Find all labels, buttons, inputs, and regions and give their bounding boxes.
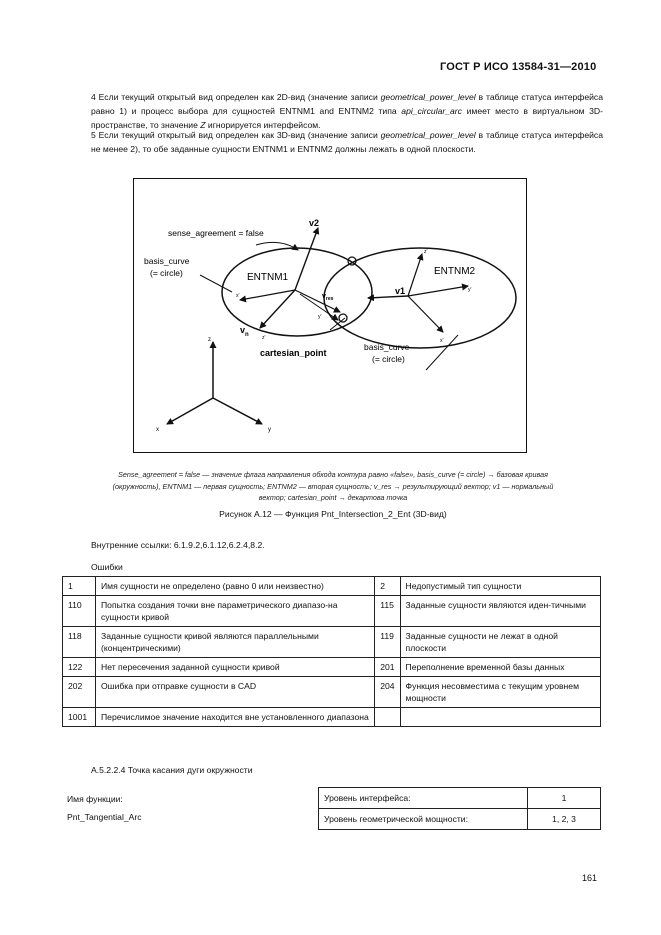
error-code: 118 <box>63 627 96 658</box>
entnm1-circle <box>222 248 372 336</box>
label-local-y-2: y' <box>468 287 472 293</box>
error-code: 202 <box>63 677 96 708</box>
leader-basis-left <box>200 275 232 292</box>
error-text: Имя сущности не определено (равно 0 или неизвестно) <box>96 577 375 596</box>
error-text: Заданные сущности не лежат в одной плоскости <box>400 627 600 658</box>
error-code: 204 <box>375 677 400 708</box>
function-name-label: Имя функции: <box>67 794 123 804</box>
level-value: 1, 2, 3 <box>528 809 601 830</box>
section-heading: А.5.2.2.4 Точка касания дуги окружности <box>91 765 253 775</box>
page-header-standard: ГОСТ Р ИСО 13584-31—2010 <box>440 61 597 73</box>
global-x-axis <box>167 398 213 424</box>
label-axis-x: x <box>156 427 159 433</box>
paragraph-5: 5 Если текущий открытый вид определен как 3D-вид (значение записи geometrical_power_level в таблице статуса интерфейса не менее 2), то обе заданные сущности ENTNM1 и ENTNM2 должны лежать в одной плоскости. <box>91 130 603 154</box>
error-code: 119 <box>375 627 400 658</box>
label-local-y-1: y' <box>318 314 322 320</box>
label-basis-curve-left: basis_curve <box>144 256 190 266</box>
label-vres: $v_{res}$ <box>322 293 334 302</box>
error-code: 115 <box>375 596 400 627</box>
entnm2-circle <box>324 248 516 348</box>
error-text: Переполнение временной базы данных <box>400 658 600 677</box>
label-cartesian-point: cartesian_point <box>260 348 327 358</box>
local-z-2 <box>408 254 422 296</box>
v1-vector <box>368 296 408 298</box>
table-row <box>63 708 601 727</box>
label-eq-circle-left: (= circle) <box>150 268 183 278</box>
label-local-z-1: z' <box>262 335 266 341</box>
level-label: Уровень геометрической мощности: <box>319 809 528 830</box>
error-text: Функция несовместима с текущим уровнем мощности <box>400 677 600 708</box>
intersection-marker-bottom <box>339 314 347 322</box>
table-row <box>319 788 601 809</box>
label-v2: v2 <box>309 218 320 228</box>
levels-table <box>318 787 601 830</box>
error-code: 1 <box>63 577 96 596</box>
paragraph-4: 4 Если текущий открытый вид определен как 2D-вид (значение записи geometrical_power_level в таблице статуса интерфейса равно 1) и процесс выбора для сущностей ENTNM1 and ENTNM2 типа api_circular_arc имеет место в виртуальном 3D-пространстве, то значение Z игнорируется интерфейсом. <box>91 92 603 130</box>
local-y-2 <box>408 286 468 296</box>
table-row <box>63 596 601 627</box>
local-x-2 <box>408 296 443 332</box>
table-row <box>63 658 601 677</box>
table-row <box>63 627 601 658</box>
error-code: 2 <box>375 577 400 596</box>
label-axis-z: z <box>208 337 211 343</box>
error-text: Ошибка при отправке сущности в CAD <box>96 677 375 708</box>
figure-legend: Sense_agreement = false — значение флага направления обхода контура равно «false», basis_curve (= circle) → базовая кривая (окружность), ENTNM1 — первая сущность; ENTNM2 — вторая сущность; v_res → результирующий вектор; v1 — нормальный вектор; cartesian_point → декартова точка <box>112 470 554 502</box>
figure-title: Рисунок А.12 — Функция Pnt_Intersection_2_Ent (3D-вид) <box>219 509 447 519</box>
level-value: 1 <box>528 788 601 809</box>
table-row <box>63 577 601 596</box>
error-text: Заданные сущности кривой являются параллельными (концентрическими) <box>96 627 375 658</box>
error-text: Недопустимый тип сущности <box>400 577 600 596</box>
errors-table <box>62 576 601 727</box>
table-row <box>63 677 601 708</box>
label-axis-y: y <box>268 427 271 433</box>
label-local-x-2: x' <box>440 338 444 344</box>
error-text: Перечислимое значение находится вне установленного диапазона <box>96 708 375 727</box>
label-local-x-1: x' <box>236 293 240 299</box>
errors-title: Ошибки <box>91 562 123 572</box>
internal-references: Внутренние ссылки: 6.1.9.2,6.1.12,6.2.4,8.2. <box>91 540 265 550</box>
v2-vector <box>295 228 318 290</box>
error-text: Нет пересечения заданной сущности кривой <box>96 658 375 677</box>
label-vn: $v_n$ <box>240 325 249 338</box>
label-v1: v1 <box>395 286 406 296</box>
error-code: 110 <box>63 596 96 627</box>
error-text: Заданные сущности являются иден-тичными <box>400 596 600 627</box>
level-label: Уровень интерфейса: <box>319 788 528 809</box>
label-entnm2: ENTNM2 <box>434 266 476 277</box>
error-code <box>375 708 400 727</box>
error-code: 201 <box>375 658 400 677</box>
global-y-axis <box>213 398 262 424</box>
table-row <box>319 809 601 830</box>
error-text: Попытка создания точки вне параметрического диапазо-на сущности кривой <box>96 596 375 627</box>
page-number: 161 <box>582 873 598 883</box>
label-eq-circle-right: (= circle) <box>372 354 405 364</box>
error-text <box>400 708 600 727</box>
function-name-value: Pnt_Tangential_Arc <box>67 812 142 822</box>
label-entnm1: ENTNM1 <box>247 272 289 283</box>
error-code: 122 <box>63 658 96 677</box>
label-local-z-2: z' <box>424 249 428 255</box>
label-sense-agreement: sense_agreement = false <box>168 228 264 238</box>
error-code: 1001 <box>63 708 96 727</box>
label-basis-curve-right: basis_curve <box>364 342 410 352</box>
